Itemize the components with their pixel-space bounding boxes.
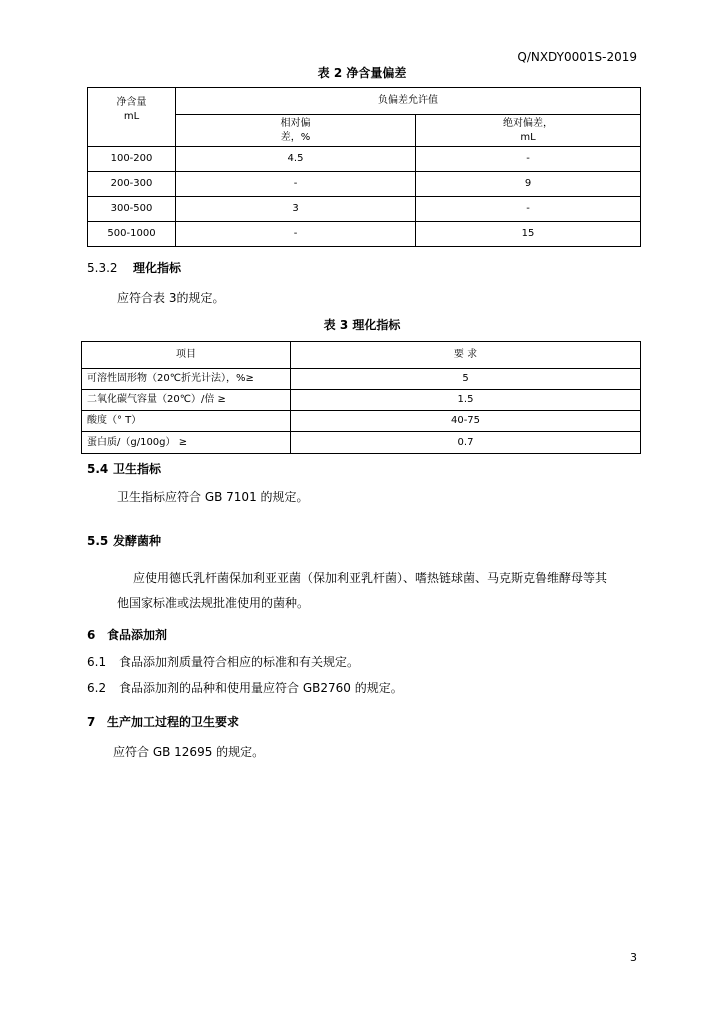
section-5-5-heading: [87, 534, 161, 548]
section-title: 理化指标: [133, 261, 182, 275]
section-number: 5.3.2: [87, 261, 118, 275]
relative-deviation-header-line1: 相对偏: [280, 117, 311, 129]
indicator-requirement-cell: 40-75: [291, 411, 641, 432]
absolute-deviation-cell: -: [416, 197, 641, 222]
table-row: [88, 197, 641, 222]
section-5-4-heading: [87, 462, 161, 476]
table-row: [88, 222, 641, 247]
document-code: Q/NXDY0001S-2019: [517, 50, 637, 64]
indicator-requirement-cell: 1.5: [291, 390, 641, 411]
net-content-deviation-table: [87, 87, 641, 247]
relative-deviation-cell: -: [176, 222, 416, 247]
relative-deviation-cell: -: [176, 172, 416, 197]
absolute-deviation-cell: 9: [416, 172, 641, 197]
net-content-range-cell: 500-1000: [88, 222, 176, 247]
section-title: 食品添加剂: [107, 628, 168, 642]
relative-deviation-cell: 3: [176, 197, 416, 222]
absolute-deviation-header-line2: mL: [520, 131, 536, 143]
section-title: 卫生指标: [113, 462, 162, 476]
relative-deviation-cell: 4.5: [176, 147, 416, 172]
section-6-heading: [87, 628, 167, 642]
section-title: 发酵菌种: [113, 534, 162, 548]
table-row: [82, 432, 641, 454]
negative-deviation-header-cell: 负偏差允许值: [176, 88, 641, 115]
section-7-body: 应符合 GB 12695 的规定。: [113, 745, 265, 759]
relative-deviation-header-line2: 差，%: [280, 131, 311, 143]
absolute-deviation-cell: -: [416, 147, 641, 172]
table-row: [88, 147, 641, 172]
page-number: 3: [630, 951, 637, 964]
section-6-1-item: [87, 655, 359, 669]
table-row: [82, 369, 641, 390]
net-content-range-cell: 200-300: [88, 172, 176, 197]
table-header-row: [88, 88, 641, 115]
section-number: 7: [87, 715, 96, 729]
table-row: [88, 172, 641, 197]
absolute-deviation-header-cell: [416, 115, 641, 147]
relative-deviation-header-cell: [176, 115, 416, 147]
item-header-cell: 项目: [82, 342, 291, 369]
indicator-requirement-cell: 5: [291, 369, 641, 390]
section-5-4-body: 卫生指标应符合 GB 7101 的规定。: [117, 490, 309, 504]
absolute-deviation-cell: 15: [416, 222, 641, 247]
section-5-3-2-body: 应符合表 3的规定。: [117, 291, 225, 305]
clause-number: 6.2: [87, 681, 107, 695]
indicator-item-cell: 可溶性固形物（20℃折光计法），%≥: [82, 369, 291, 390]
clause-text: 食品添加剂质量符合相应的标准和有关规定。: [119, 655, 360, 669]
table-row: [82, 411, 641, 432]
section-5-3-2-heading: [87, 261, 181, 275]
table-row: [82, 390, 641, 411]
net-content-header-label: 净含量: [116, 97, 147, 108]
table-3-caption: 表 3 理化指标: [323, 318, 401, 332]
net-content-range-cell: 300-500: [88, 197, 176, 222]
section-5-5-body-line-2: 他国家标准或法规批准使用的菌种。: [117, 596, 310, 610]
absolute-deviation-header-line1: 绝对偏差，: [503, 117, 553, 129]
clause-text: 食品添加剂的品种和使用量应符合 GB2760 的规定。: [119, 681, 403, 695]
section-number: 5.5: [87, 534, 109, 548]
section-title: 生产加工过程的卫生要求: [107, 715, 240, 729]
net-content-header-cell: [88, 88, 176, 147]
clause-number: 6.1: [87, 655, 107, 669]
section-5-5-body-line-1: 应使用德氏乳杆菌保加利亚亚菌（保加利亚乳杆菌）、嗜热链球菌、马克斯克鲁维酵母等其: [133, 571, 608, 585]
table-2-caption: 表 2 净含量偏差: [317, 66, 407, 80]
net-content-range-cell: 100-200: [88, 147, 176, 172]
section-7-heading: [87, 715, 239, 729]
requirement-header-cell: 要 求: [291, 342, 641, 369]
indicator-item-cell: 蛋白质/（g/100g） ≥: [82, 432, 291, 454]
section-number: 6: [87, 628, 96, 642]
physicochemical-indicator-table: [81, 341, 641, 454]
section-number: 5.4: [87, 462, 109, 476]
indicator-item-cell: 二氧化碳气容量（20℃）/倍 ≥: [82, 390, 291, 411]
net-content-header-unit: mL: [123, 111, 140, 122]
indicator-requirement-cell: 0.7: [291, 432, 641, 454]
indicator-item-cell: 酸度（° T）: [82, 411, 291, 432]
table-header-row: [82, 342, 641, 369]
section-6-2-item: [87, 681, 403, 695]
